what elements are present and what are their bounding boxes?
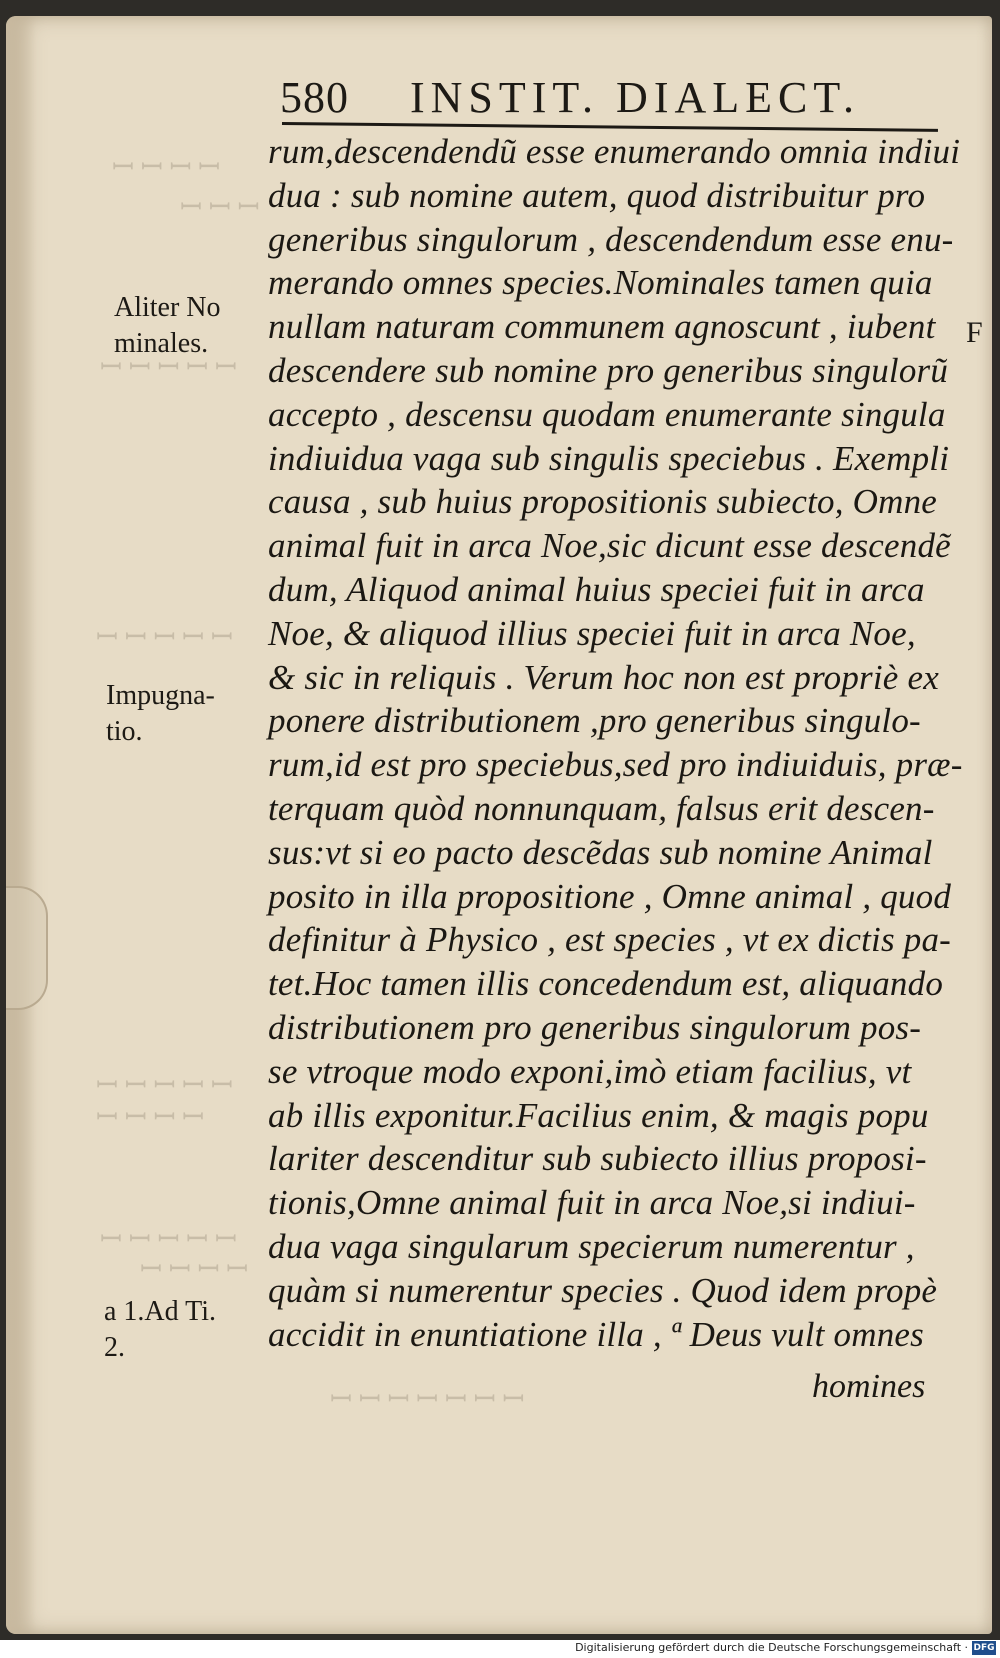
text-line: dua : sub nomine autem, quod distribuitur pro bbox=[268, 175, 926, 215]
text-line: animal fuit in arca Noe,sic dicunt esse descendẽ bbox=[268, 526, 951, 566]
page-header bbox=[280, 72, 920, 122]
show-through-mark: ꟷ ꟷ ꟷ ꟷ ꟷ bbox=[100, 1224, 237, 1254]
footer-credit: Digitalisierung gefördert durch die Deutsche Forschungsgemeinschaft · bbox=[575, 1641, 968, 1654]
text-line: tionis,Omne animal fuit in arca Noe,si indiui- bbox=[268, 1183, 916, 1223]
text-line: descendere sub nomine pro generibus singulorũ bbox=[268, 350, 949, 390]
show-through-mark: ꟷ ꟷ ꟷ ꟷ ꟷ bbox=[100, 352, 237, 382]
body-text bbox=[268, 130, 968, 1356]
text-line: definitur à Physico , est species , vt ex dictis pa- bbox=[268, 920, 952, 960]
text-line: sus:vt si eo pacto descẽdas sub nomine Animal bbox=[268, 832, 933, 872]
show-through-mark: ꟷ ꟷ ꟷ ꟷ ꟷ bbox=[96, 622, 233, 652]
page-number: 580 bbox=[280, 73, 349, 122]
show-through-mark: ꟷ ꟷ ꟷ bbox=[180, 192, 260, 222]
running-title: INSTIT. DIALECT. bbox=[410, 73, 860, 122]
show-through-mark: ꟷ ꟷ ꟷ ꟷ ꟷ ꟷ ꟷ bbox=[330, 1384, 525, 1414]
text-line: dum, Aliquod animal huius speciei fuit in arca bbox=[268, 569, 925, 609]
text-line: generibus singulorum , descendendum esse enu- bbox=[268, 219, 954, 259]
margin-note-ad-timotheum bbox=[104, 1294, 216, 1366]
margin-note-line: Aliter No bbox=[114, 292, 221, 323]
show-through-mark: ꟷ ꟷ ꟷ ꟷ bbox=[140, 1254, 249, 1284]
show-through-mark: ꟷ ꟷ ꟷ ꟷ bbox=[112, 152, 221, 182]
text-line: ponere distributionem ,pro generibus singulo- bbox=[268, 701, 921, 741]
text-line: posito in illa propositione , Omne animal , quod bbox=[268, 876, 952, 916]
text-line: rum,id est pro speciebus,sed pro indiuiduis, præ- bbox=[268, 745, 963, 785]
margin-note-line: tio. bbox=[106, 716, 143, 747]
text-line: indiuidua vaga sub singulis speciebus . Exempli bbox=[268, 438, 950, 478]
text-line: causa , sub huius propositionis subiecto, Omne bbox=[268, 482, 938, 522]
text-line: tet.Hoc tamen illis concedendum est, aliquando bbox=[268, 964, 944, 1004]
text-line: quàm si numerentur species . Quod idem propè bbox=[268, 1270, 938, 1310]
text-line: rum,descendendũ esse enumerando omnia indiui bbox=[268, 132, 961, 171]
text-line: distributionem pro generibus singulorum pos- bbox=[268, 1007, 922, 1047]
text-line: se vtroque modo exponi,imò etiam facilius, vt bbox=[268, 1051, 912, 1091]
text-line: merando omnes species.Nominales tamen quia bbox=[268, 263, 933, 303]
page-clip bbox=[6, 886, 48, 1010]
text-line: ab illis exponitur.Facilius enim, & magis popu bbox=[268, 1095, 929, 1135]
text-line: lariter descenditur sub subiecto illius proposi- bbox=[268, 1139, 927, 1179]
page-gutter-shadow bbox=[6, 16, 36, 1634]
show-through-mark: ꟷ ꟷ ꟷ ꟷ ꟷ bbox=[96, 1070, 233, 1100]
text-line: dua vaga singularum specierum numerentur , bbox=[268, 1226, 915, 1266]
margin-note-line: a 1.Ad Ti. bbox=[104, 1296, 217, 1327]
text-line: nullam naturam communem agnoscunt , iubent bbox=[268, 307, 936, 347]
text-line: Noe, & aliquod illius speciei fuit in arca Noe, bbox=[268, 613, 916, 653]
margin-note-line: minales. bbox=[114, 328, 209, 359]
right-margin-letter: F bbox=[966, 316, 983, 349]
text-line: terquam quòd nonnunquam, falsus erit descen- bbox=[268, 788, 935, 828]
margin-note-aliter-nominales bbox=[114, 290, 221, 362]
dfg-logo-icon: DFG bbox=[973, 1643, 995, 1653]
catchword: homines bbox=[812, 1368, 926, 1405]
text-line: & sic in reliquis . Verum hoc non est propriè ex bbox=[268, 657, 939, 697]
text-line: accepto , descensu quodam enumerante singula bbox=[268, 394, 946, 434]
margin-note-impugnatio bbox=[106, 678, 215, 750]
margin-note-line: 2. bbox=[104, 1332, 125, 1363]
margin-note-line: Impugna- bbox=[106, 680, 215, 711]
show-through-mark: ꟷ ꟷ ꟷ ꟷ bbox=[96, 1102, 205, 1132]
text-line: accidit in enuntiatione illa , ª Deus vult omnes bbox=[268, 1314, 924, 1354]
